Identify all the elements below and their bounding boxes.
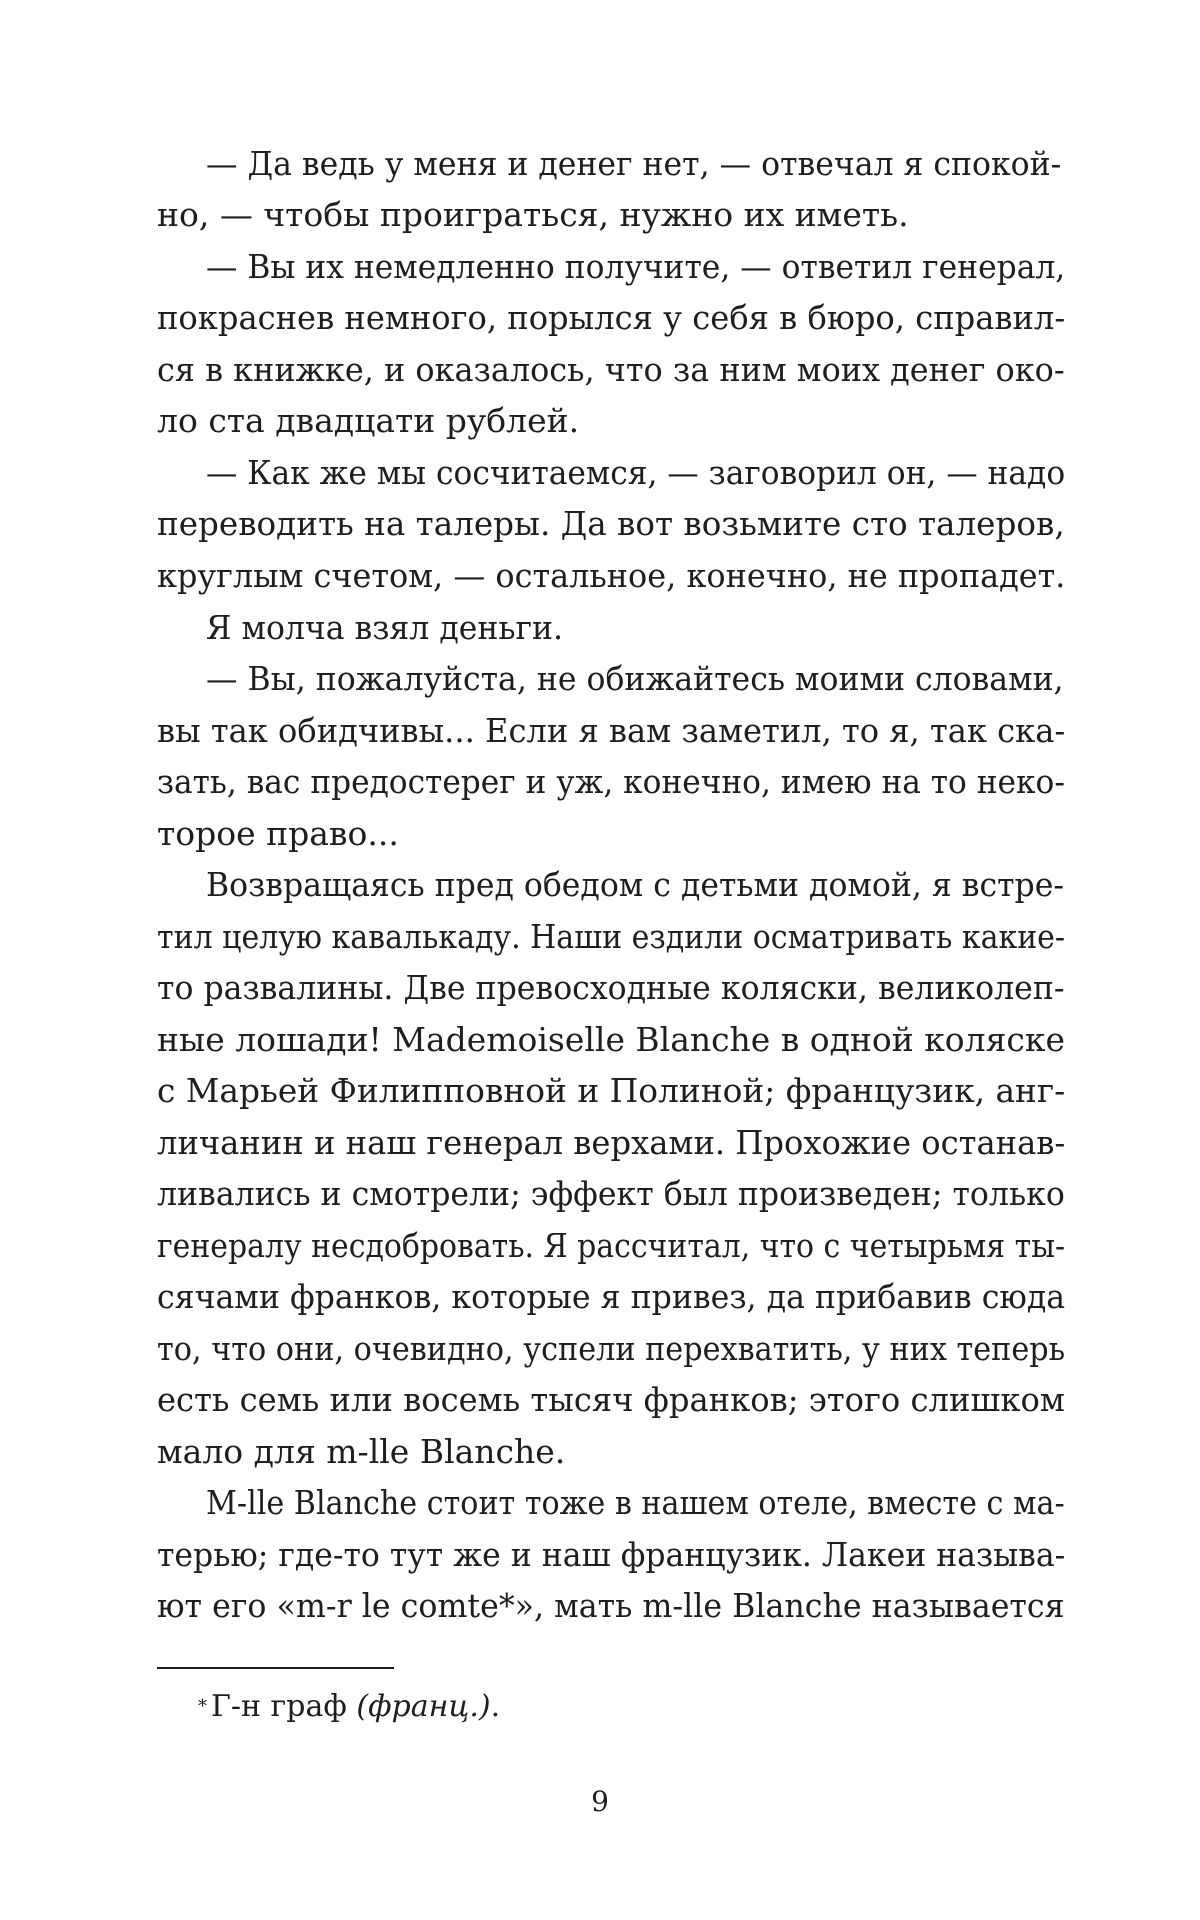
text-line: переводить на талеры. Да вот возьмите сто талеров, (157, 504, 1065, 543)
page-number: 9 (591, 1785, 609, 1818)
text-line: ло ста двадцати рублей. (157, 401, 580, 440)
footnote (198, 1688, 500, 1726)
text-line: Возвращаясь пред обедом с детьми домой, я встре- (206, 865, 1065, 904)
text-line: терью; где-то тут же и наш французик. Лакеи называ- (157, 1535, 1066, 1574)
text-line: ся в книжке, и оказалось, что за ним моих денег око- (157, 350, 1065, 389)
text-line: Я молча взял деньги. (206, 608, 564, 647)
text-line: мало для m-lle Blanche. (157, 1432, 566, 1471)
text-line: M-lle Blanche стоит тоже в нашем отеле, вместе с ма- (206, 1483, 1065, 1522)
text-line: — Как же мы сосчитаемся, — заговорил он, — надо (206, 453, 1066, 492)
footnote-text: Г-н граф (211, 1689, 357, 1724)
text-line: — Да ведь у меня и денег нет, — отвечал я спокой- (206, 144, 1062, 183)
text-line: но, — чтобы проиграться, нужно их иметь. (157, 195, 909, 234)
text-line: ные лошади! Mademoiselle Blanche в одной коляске (157, 1020, 1065, 1059)
text-line: — Вы их немедленно получите, — ответил генерал, (206, 247, 1066, 286)
footnote-language-note: (франц.) (356, 1689, 491, 1724)
text-line: круглым счетом, — остальное, конечно, не пропадет. (157, 556, 1066, 595)
text-line: вы так обидчивы... Если я вам заметил, то я, так ска- (157, 711, 1066, 750)
text-line: личанин и наш генерал верхами. Прохожие останав- (157, 1123, 1066, 1162)
text-line: покраснев немного, порылся у себя в бюро, справил- (157, 298, 1066, 337)
text-line: — Вы, пожалуйста, не обижайтесь моими словами, (206, 659, 1064, 698)
text-line: то, что они, очевидно, успели перехватить, у них теперь (157, 1329, 1066, 1368)
footnote-marker: * (198, 1696, 207, 1717)
footnote-divider (157, 1667, 394, 1669)
text-line: то развалины. Две превосходные коляски, великолеп- (157, 968, 1065, 1007)
footnote-end: . (490, 1689, 501, 1724)
text-line: с Марьей Филипповной и Полиной; французик, анг- (157, 1071, 1066, 1110)
text-line: ют его «m-r le comte*», мать m-lle Blanche называется (157, 1586, 1065, 1625)
text-line: тил целую кавалькаду. Наши ездили осматривать какие- (157, 917, 1066, 956)
text-line: генералу несдобровать. Я рассчитал, что с четырьмя ты- (157, 1226, 1066, 1265)
text-line: торое право... (157, 814, 399, 853)
text-line: сячами франков, которые я привез, да прибавив сюда (157, 1277, 1066, 1316)
text-line: зать, вас предостерег и уж, конечно, имею на то неко- (157, 762, 1065, 801)
text-line: есть семь или восемь тысяч франков; этого слишком (157, 1380, 1065, 1419)
text-line: ливались и смотрели; эффект был произведен; только (157, 1174, 1065, 1213)
